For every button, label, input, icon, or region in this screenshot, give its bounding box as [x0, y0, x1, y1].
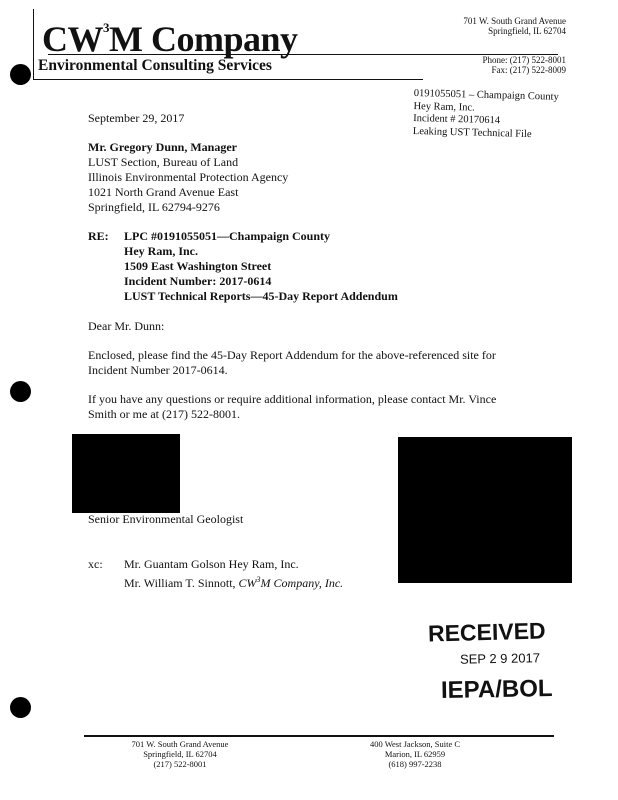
footer-right: [360, 739, 470, 769]
recipient-line2: LUST Section, Bureau of Land: [88, 155, 239, 169]
punch-hole-bottom: [10, 697, 31, 718]
recipient-line5: Springfield, IL 62794-9276: [88, 200, 220, 214]
cc-line2-company: [239, 576, 344, 590]
cc-company-suffix: M Company, Inc.: [260, 576, 344, 590]
cc-line2: [124, 572, 343, 591]
re-line2: Hey Ram, Inc.: [124, 244, 198, 258]
letter-date: September 29, 2017: [88, 111, 185, 125]
punch-hole-top: [10, 64, 31, 85]
header-address-line1: 701 W. South Grand Avenue: [463, 16, 566, 26]
cc-label: xc:: [88, 557, 103, 571]
footer-right-line1: 400 West Jackson, Suite C: [369, 739, 461, 749]
paragraph-2-line1: If you have any questions or require additional information, please contact Mr. Vince: [88, 392, 497, 406]
cc-block: [124, 557, 343, 591]
header-address: [463, 16, 566, 36]
redacted-signature: [72, 434, 180, 513]
paragraph-1: [88, 348, 496, 378]
footer-right-line3: (618) 997-2238: [388, 759, 442, 769]
footer-left: [130, 739, 230, 769]
re-line1: LPC #0191055051—Champaign County: [124, 229, 331, 243]
paragraph-2: [88, 392, 496, 422]
header-address-line2: Springfield, IL 62704: [488, 26, 566, 36]
letterhead-border-left: [33, 9, 34, 79]
received-stamp-word: RECEIVED: [427, 617, 546, 647]
re-line4: Incident Number: 2017-0614: [124, 274, 272, 288]
logo-m-company: M Company: [109, 19, 298, 59]
header-contact: [483, 55, 567, 75]
received-stamp-date: SEP 2 9 2017: [459, 650, 541, 667]
punch-hole-middle: [10, 381, 31, 402]
logo-superscript: 3: [103, 20, 109, 35]
footer-rule: [84, 735, 554, 737]
recipient-line3: Illinois Environmental Protection Agency: [88, 170, 289, 184]
footer-right-line2: Marion, IL 62959: [384, 749, 446, 759]
recipient-block: [88, 140, 288, 215]
re-label: RE:: [88, 229, 109, 243]
cc-line1: Mr. Guantam Golson Hey Ram, Inc.: [124, 557, 299, 571]
paragraph-1-line1: Enclosed, please find the 45-Day Report Addendum for the above-referenced site for: [88, 348, 496, 362]
re-line5: LUST Technical Reports—45-Day Report Addendum: [124, 289, 398, 303]
redacted-block: [398, 437, 572, 583]
file-stamp-line1: 0191055051 – Champaign County: [413, 88, 559, 103]
paragraph-2-line2: Smith or me at (217) 522-8001.: [88, 407, 240, 421]
footer-left-line1: 701 W. South Grand Avenue: [131, 739, 229, 749]
footer-left-line2: Springfield, IL 62704: [143, 749, 217, 759]
file-stamp: [413, 88, 559, 142]
recipient-name: Mr. Gregory Dunn, Manager: [88, 140, 237, 154]
logo-cw: CW: [42, 19, 103, 59]
company-subtitle: Environmental Consulting Services: [38, 57, 272, 74]
header-phone: Phone: (217) 522-8001: [482, 55, 566, 65]
salutation: Dear Mr. Dunn:: [88, 319, 165, 333]
footer-left-line3: (217) 522-8001: [153, 759, 207, 769]
cc-company-cw: CW: [238, 576, 257, 590]
paragraph-1-line2: Incident Number 2017-0614.: [88, 363, 228, 377]
received-stamp-office: IEPA/BOL: [440, 675, 553, 704]
cc-line2-prefix: Mr. William T. Sinnott,: [124, 576, 236, 590]
cc-company-sup: 3: [256, 575, 261, 584]
re-line3: 1509 East Washington Street: [124, 259, 272, 273]
header-fax: Fax: (217) 522-8009: [491, 65, 566, 75]
company-logo: [42, 14, 298, 59]
recipient-line4: 1021 North Grand Avenue East: [88, 185, 239, 199]
file-stamp-line2: Hey Ram, Inc.: [413, 100, 475, 114]
re-block: [124, 229, 398, 304]
file-stamp-line4: Leaking UST Technical File: [412, 125, 532, 140]
file-stamp-line3: Incident # 20170614: [413, 112, 501, 127]
signature-title: Senior Environmental Geologist: [88, 512, 244, 526]
letterhead-border-bottom: [33, 79, 423, 80]
